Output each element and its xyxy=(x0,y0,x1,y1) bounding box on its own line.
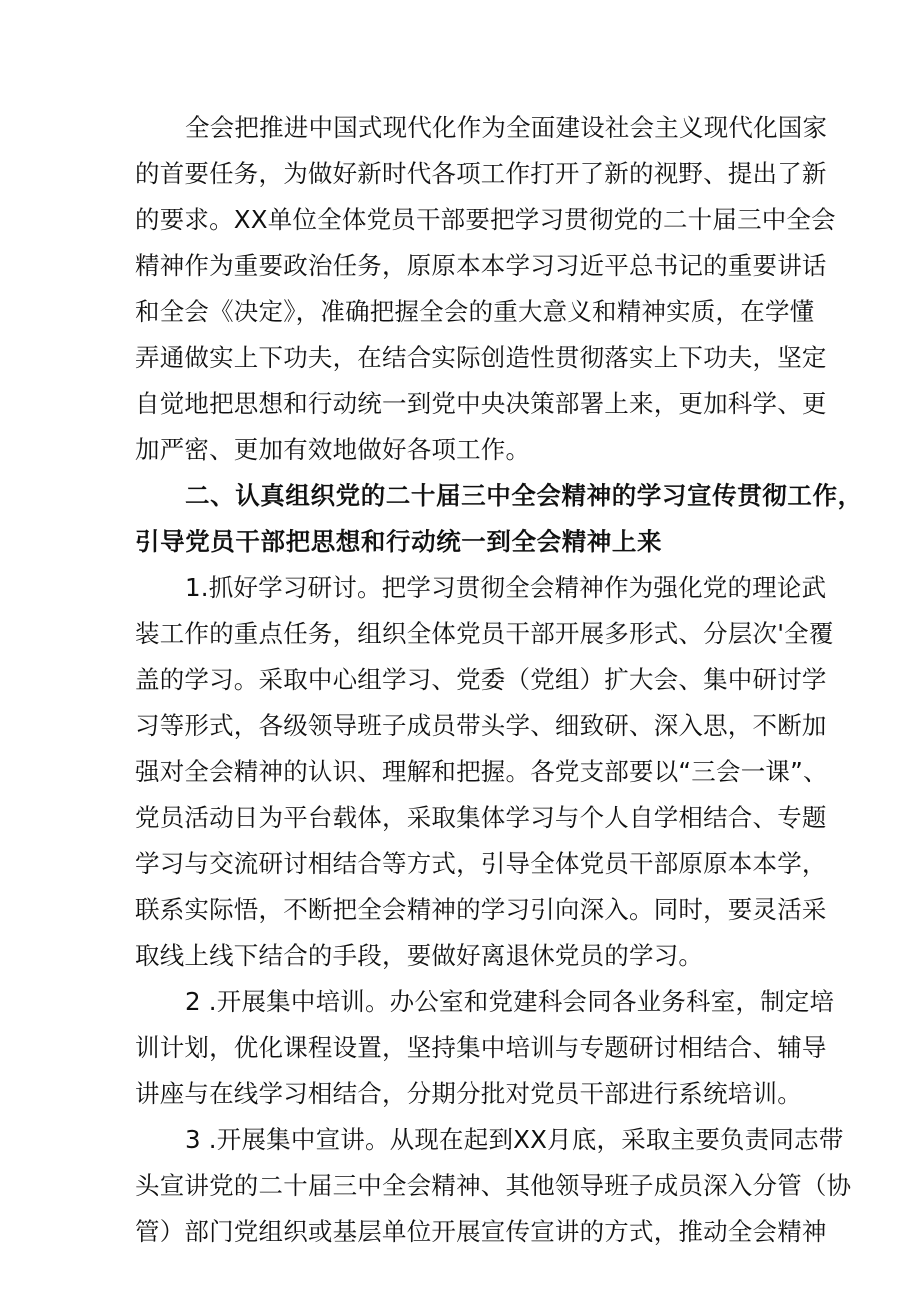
text-line: 管）部门党组织或基层单位开展宣传宣讲的方式，推动全会精神 xyxy=(135,1217,827,1246)
text-line: 党员活动日为平台载体，采取集体学习与个人自学相结合、专题 xyxy=(135,803,827,832)
heading-line: 二、认真组织党的二十届三中全会精神的学习宣传贯彻工作， xyxy=(185,481,863,510)
text-line: 习等形式，各级领导班子成员带头学、细致研、深入思，不断加 xyxy=(135,711,827,740)
text-line: 取线上线下结合的手段，要做好离退休党员的学习。 xyxy=(135,941,704,970)
text-line: 1.抓好学习研讨。把学习贯彻全会精神作为强化党的理论武 xyxy=(185,573,827,602)
text-line: 3 .开展集中宣讲。从现在起到XX月底，采取主要负责同志带 xyxy=(185,1125,844,1154)
text-line: 头宣讲党的二十届三中全会精神、其他领导班子成员深入分管（协 xyxy=(135,1171,852,1200)
text-line: 的首要任务，为做好新时代各项工作打开了新的视野、提出了新 xyxy=(135,159,827,188)
text-line: 讲座与在线学习相结合，分期分批对党员干部进行系统培训。 xyxy=(135,1079,802,1108)
text-line: 的要求。XX单位全体党员干部要把学习贯彻党的二十届三中全会 xyxy=(135,205,836,234)
heading-line: 引导党员干部把思想和行动统一到全会精神上来 xyxy=(135,527,663,556)
text-line: 精神作为重要政治任务，原原本本学习习近平总书记的重要讲话 xyxy=(135,251,827,280)
text-line: 加严密、更加有效地做好各项工作。 xyxy=(135,435,531,464)
text-line: 学习与交流研讨相结合等方式，引导全体党员干部原原本本学， xyxy=(135,849,827,878)
text-line: 强对全会精神的认识、理解和把握。各党支部要以“三会一课”、 xyxy=(135,757,828,786)
text-line: 联系实际悟，不断把全会精神的学习引向深入。同时，要灵活采 xyxy=(135,895,827,924)
text-line: 2 .开展集中培训。办公室和党建科会同各业务科室，制定培 xyxy=(185,987,835,1016)
text-line: 弄通做实上下功夫，在结合实际创造性贯彻落实上下功夫，坚定 xyxy=(135,343,827,372)
text-line: 盖的学习。采取中心组学习、党委（党组）扩大会、集中研讨学 xyxy=(135,665,827,694)
text-line: 自觉地把思想和行动统一到党中央决策部署上来，更加科学、更 xyxy=(135,389,827,418)
text-line: 装工作的重点任务，组织全体党员干部开展多形式、分层次'全覆 xyxy=(135,619,834,648)
text-line: 全会把推进中国式现代化作为全面建设社会主义现代化国家 xyxy=(185,113,828,142)
text-line: 训计划，优化课程设置，坚持集中培训与专题研讨相结合、辅导 xyxy=(135,1033,827,1062)
text-line: 和全会《决定》，准确把握全会的重大意义和精神实质，在学懂 xyxy=(135,297,815,326)
